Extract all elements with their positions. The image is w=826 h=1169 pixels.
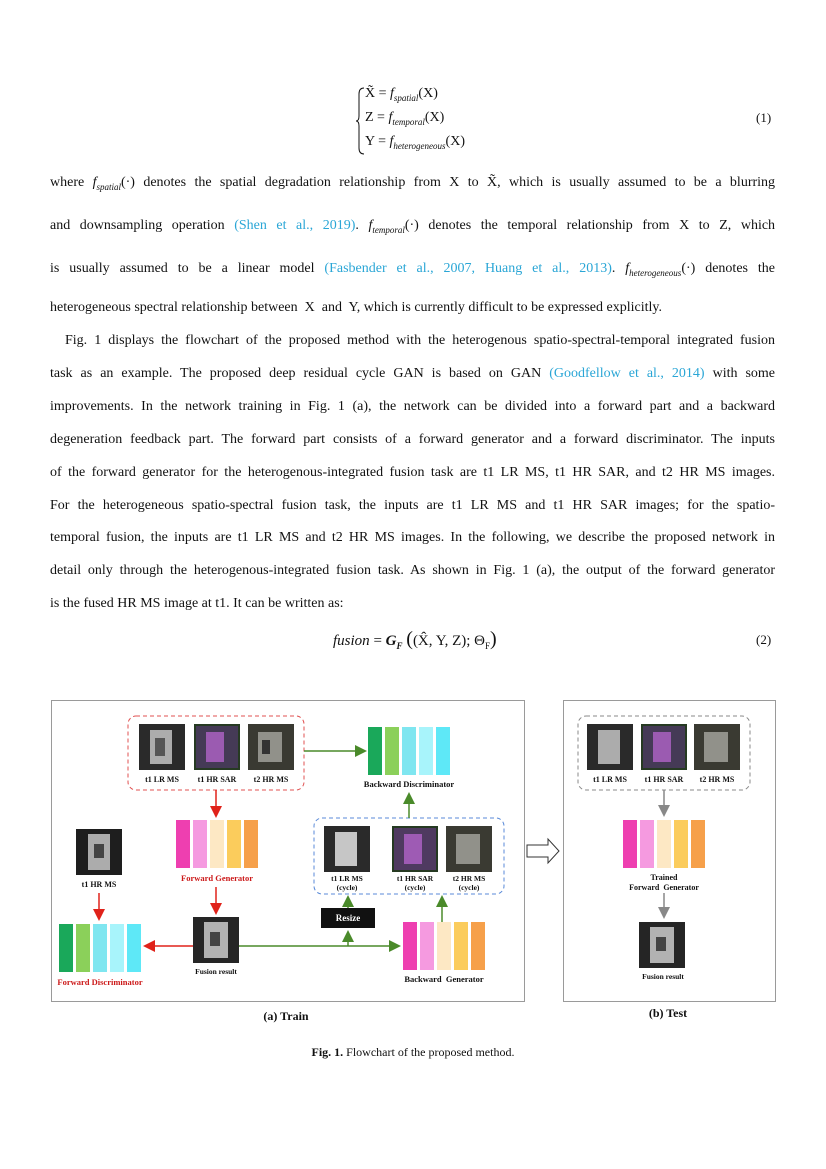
para1-line-1 xyxy=(50,175,775,192)
eq-row3-f: f xyxy=(389,134,394,149)
citation-goodfellow-2014[interactable]: (Goodfellow et al., 2014) xyxy=(549,366,705,381)
img-cycle-t2-hr-ms xyxy=(446,826,492,872)
label-fusion-result: Fusion result xyxy=(195,967,237,976)
p1l2-f: $f_{temporal}(\cdot)$ xyxy=(368,218,419,235)
p1l2-b: denotes the temporal relationship from xyxy=(428,218,670,233)
eq-row3-sub: heterogeneous xyxy=(393,140,446,151)
img-cycle-t1-lr-ms xyxy=(324,826,370,872)
label-cycle-0: t1 LR MS (cycle) xyxy=(331,874,363,892)
test-img-fusion-result xyxy=(639,922,685,968)
label-t1-hr-ms: t1 HR MS xyxy=(81,880,117,889)
citation-shen-2019[interactable]: (Shen et al., 2019) xyxy=(234,218,356,233)
p1l1-x: X xyxy=(449,175,460,190)
label-test-input-2: t2 HR MS xyxy=(699,775,735,784)
p1l1-f: $f_{spatial}(\cdot)$ xyxy=(92,175,135,192)
label-backward-generator: Backward Generator xyxy=(404,974,484,984)
para1-line-2 xyxy=(50,218,775,235)
figure-1-diagram xyxy=(0,690,826,1010)
p1l1-xt: X̃ xyxy=(486,175,498,190)
img-t1-lr-ms xyxy=(139,724,185,770)
label-forward-generator: Forward Generator xyxy=(181,873,253,883)
para2-line-2 xyxy=(50,366,775,382)
caption-text: Flowchart of the proposed method. xyxy=(343,1045,515,1059)
test-img-t1-hr-sar xyxy=(641,724,687,770)
p1l1-a: where xyxy=(50,175,85,190)
para1-line-3 xyxy=(50,261,775,278)
p1l1-b: denotes the spatial degradation relationship from xyxy=(143,175,441,190)
para2-line-1: Fig. 1 displays the flowchart of the proposed method with the heterogenous spatio-spectral-temporal integrated fusion xyxy=(65,333,775,348)
p1l4-c: , which is currently difficult to be expressed explicitly. xyxy=(356,300,662,315)
p1l2-z: Z xyxy=(719,218,728,233)
para2-line-4: degeneration feedback part. The forward part consists of a forward generator and a forward discriminator. The inputs xyxy=(50,432,775,447)
equation-1-number: (1) xyxy=(756,110,772,125)
eq-row1-arg: (X) xyxy=(418,86,438,101)
eq-row2-arg: (X) xyxy=(424,110,445,125)
forward-discriminator-blocks xyxy=(59,924,141,972)
equation-1-row-2 xyxy=(365,110,444,127)
equation-2: fusion = $G_F$ ((X̂, Y, Z); $\Theta_F$) xyxy=(333,628,497,651)
label-panel-test: (b) Test xyxy=(648,1006,688,1020)
img-t1-hr-ms xyxy=(76,829,122,875)
p1l3-f: $f_{heterogeneous}(\cdot)$ xyxy=(625,261,696,278)
test-img-t1-lr-ms xyxy=(587,724,633,770)
p1l4-and: and xyxy=(321,300,342,315)
p1l2-a: and downsampling operation xyxy=(50,218,225,233)
label-panel-train: (a) Train xyxy=(263,1009,309,1023)
eq2-G-sub: F xyxy=(396,641,403,651)
eq2-equals: = xyxy=(373,633,382,649)
p1l3-a: is usually assumed to be a linear model xyxy=(50,261,315,276)
p2l2-b: with some xyxy=(712,366,776,381)
p1l1-to: to xyxy=(467,175,479,190)
p2l2-a: task as an example. The proposed deep residual cycle GAN is based on GAN xyxy=(50,366,542,381)
eq-row2-f: f xyxy=(388,110,393,125)
eq-row2-lhs: Z = xyxy=(365,110,389,125)
label-train-input-0: t1 LR MS xyxy=(145,775,179,784)
hollow-arrow-icon xyxy=(527,839,559,863)
para1-line-4 xyxy=(50,300,775,316)
img-t2-hr-ms xyxy=(248,724,294,770)
label-trained-generator: Trained Forward Generator xyxy=(629,873,699,892)
p1l2-to: to xyxy=(698,218,710,233)
img-cycle-t1-hr-sar xyxy=(392,826,438,872)
label-cycle-1: t1 HR SAR (cycle) xyxy=(396,874,434,892)
equation-1-row-1 xyxy=(365,86,438,103)
p1l1-c: , which is usually assumed to be a blurring xyxy=(497,175,776,190)
eq2-lhs: fusion xyxy=(333,633,370,649)
eq2-G: G xyxy=(385,633,397,649)
test-trained-generator-blocks xyxy=(623,820,705,868)
para2-line-9: is the fused HR MS image at t1. It can be written as: xyxy=(50,596,344,611)
p1l2-c: , which xyxy=(727,218,776,233)
img-t1-hr-sar xyxy=(194,724,240,770)
left-brace-icon xyxy=(355,86,365,156)
eq2-theta-sub: F xyxy=(485,641,491,651)
label-resize: Resize xyxy=(335,913,361,923)
img-fusion-result xyxy=(193,917,239,963)
label-test-input-1: t1 HR SAR xyxy=(644,775,684,784)
eq-row3-arg: (X) xyxy=(445,134,465,149)
p1l4-y: Y xyxy=(348,300,357,315)
equation-1-row-3 xyxy=(365,134,465,151)
para2-line-6: For the heterogeneous spatio-spectral fusion task, the inputs are t1 LR MS and t1 HR SAR images; for the spatio- xyxy=(50,498,775,513)
caption-label: Fig. 1. xyxy=(311,1045,344,1059)
label-train-input-1: t1 HR SAR xyxy=(197,775,237,784)
eq-row1-lhs: X̃ = xyxy=(365,86,391,101)
test-img-t2-hr-ms xyxy=(694,724,740,770)
eq-row3-lhs: Y = xyxy=(365,134,390,149)
backward-generator-blocks xyxy=(403,922,485,970)
p1l3-b: denotes the xyxy=(705,261,775,276)
label-cycle-2: t2 HR MS (cycle) xyxy=(452,874,486,892)
p1l4-x: X xyxy=(304,300,315,315)
para2-line-8: detail only through the heterogenous-integrated fusion task. As shown in Fig. 1 (a), the output of the forward generator xyxy=(50,563,775,578)
forward-generator-blocks xyxy=(176,820,258,868)
equation-1 xyxy=(355,86,775,156)
backward-discriminator-blocks xyxy=(368,727,450,775)
label-test-input-0: t1 LR MS xyxy=(593,775,627,784)
eq-row2-sub: temporal xyxy=(392,116,425,127)
label-forward-discriminator: Forward Discriminator xyxy=(57,977,143,987)
citation-fasbender-huang[interactable]: (Fasbender et al., 2007, Huang et al., 2013) xyxy=(324,261,612,276)
label-backward-discriminator: Backward Discriminator xyxy=(363,779,455,789)
eq-row1-f: f xyxy=(390,86,394,101)
eq-row1-sub: spatial xyxy=(393,92,419,103)
para2-line-3: improvements. In the network training in Fig. 1 (a), the network can be divided into a forward part and a backward xyxy=(50,399,775,414)
p1l2-x: X xyxy=(679,218,690,233)
p1l4-a: heterogeneous spectral relationship between xyxy=(50,300,298,315)
para2-line-5: of the forward generator for the heterogenous-integrated fusion task are t1 LR MS, t1 HR SAR, and t2 HR MS images. xyxy=(50,465,775,480)
para2-line-7: temporal fusion, the inputs are t1 LR MS and t2 HR MS images. In the following, we describe the proposed network in xyxy=(50,530,775,545)
p1l3-dot: . xyxy=(611,261,616,276)
equation-2-number: (2) xyxy=(756,632,772,647)
p1l2-dot: . xyxy=(355,218,359,233)
label-train-input-2: t2 HR MS xyxy=(253,775,289,784)
eq2-args: (X̂, Y, Z); Θ xyxy=(412,633,486,649)
figure-caption xyxy=(0,1045,826,1060)
label-test-fusion-result: Fusion result xyxy=(642,972,684,981)
